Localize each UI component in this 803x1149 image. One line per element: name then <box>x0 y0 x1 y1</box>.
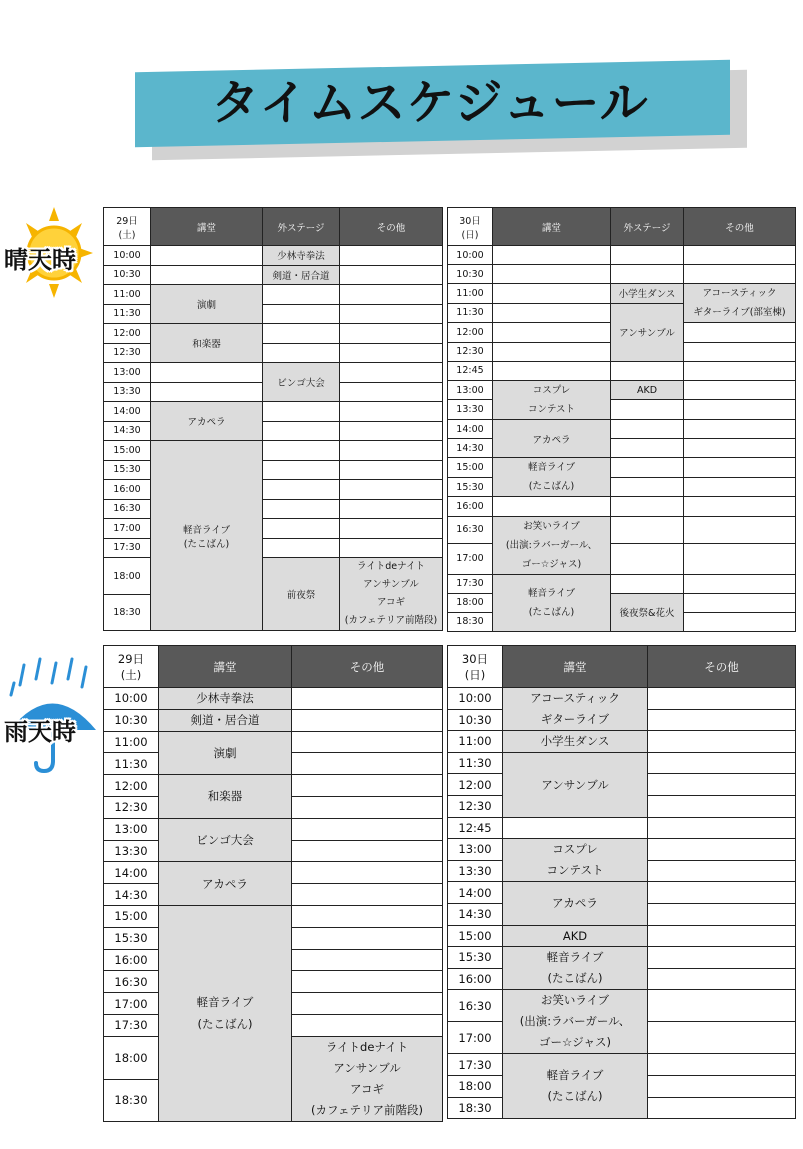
empty-cell <box>611 439 684 458</box>
event-cell: 演劇 <box>151 285 263 324</box>
time-cell: 10:00 <box>448 688 503 710</box>
time-cell: 11:30 <box>104 753 159 775</box>
time-cell: 10:30 <box>448 709 503 731</box>
empty-cell <box>340 538 443 558</box>
empty-cell <box>292 753 443 775</box>
time-cell: 12:45 <box>448 817 503 839</box>
time-cell: 18:00 <box>104 1036 159 1079</box>
time-cell: 16:30 <box>104 499 151 519</box>
empty-cell <box>648 860 796 882</box>
event-cell: アカペラ <box>151 402 263 441</box>
time-cell: 12:00 <box>448 774 503 796</box>
empty-cell <box>263 421 340 441</box>
empty-cell <box>292 971 443 993</box>
time-cell: 16:30 <box>448 516 493 543</box>
empty-cell <box>263 402 340 422</box>
empty-cell <box>263 519 340 539</box>
empty-cell <box>611 574 684 593</box>
column-header-hall: 講堂 <box>493 208 611 246</box>
empty-cell <box>648 839 796 861</box>
empty-cell <box>292 688 443 710</box>
column-header-other: その他 <box>684 208 796 246</box>
empty-cell <box>292 796 443 818</box>
time-cell: 11:30 <box>104 304 151 324</box>
time-cell: 17:00 <box>104 519 151 539</box>
empty-cell <box>611 543 684 574</box>
time-cell: 14:00 <box>448 882 503 904</box>
empty-cell <box>611 516 684 543</box>
empty-cell <box>263 343 340 363</box>
empty-cell <box>648 752 796 774</box>
time-cell: 17:30 <box>448 574 493 593</box>
event-cell: 少林寺拳法 <box>263 246 340 266</box>
time-cell: 13:30 <box>448 860 503 882</box>
column-header-hall: 講堂 <box>159 646 292 688</box>
empty-cell <box>340 499 443 519</box>
time-cell: 10:00 <box>104 246 151 266</box>
event-cell: 軽音ライブ (たこばん) <box>493 458 611 497</box>
empty-cell <box>684 516 796 543</box>
empty-cell <box>292 993 443 1015</box>
time-cell: 15:30 <box>448 477 493 497</box>
time-cell: 14:00 <box>104 402 151 422</box>
empty-cell <box>292 840 443 862</box>
empty-cell <box>648 731 796 753</box>
empty-cell <box>684 323 796 342</box>
empty-cell <box>684 361 796 380</box>
column-header-other: その他 <box>648 646 796 688</box>
empty-cell <box>340 480 443 500</box>
empty-cell <box>493 361 611 380</box>
time-cell: 11:30 <box>448 303 493 323</box>
time-cell: 18:00 <box>104 558 151 595</box>
empty-cell <box>263 480 340 500</box>
empty-cell <box>648 903 796 925</box>
column-header-other: その他 <box>340 208 443 246</box>
empty-cell <box>648 1097 796 1119</box>
time-cell: 15:00 <box>448 925 503 947</box>
empty-cell <box>493 323 611 342</box>
event-cell: ライトdeナイト アンサンブル アコギ (カフェテリア前階段) <box>340 558 443 631</box>
day-header: 29日 (土) <box>104 208 151 246</box>
time-cell: 12:30 <box>104 796 159 818</box>
empty-cell <box>684 400 796 420</box>
time-cell: 14:00 <box>104 862 159 884</box>
event-cell: アカペラ <box>159 862 292 906</box>
time-cell: 12:00 <box>448 323 493 342</box>
empty-cell <box>611 246 684 265</box>
time-cell: 11:00 <box>104 285 151 305</box>
empty-cell <box>493 303 611 323</box>
time-cell: 13:00 <box>104 363 151 383</box>
day-header: 29日 (土) <box>104 646 159 688</box>
time-cell: 16:30 <box>104 971 159 993</box>
event-cell: コスプレ コンテスト <box>503 839 648 882</box>
empty-cell <box>648 817 796 839</box>
event-cell: 軽音ライブ (たこばん) <box>503 947 648 990</box>
empty-cell <box>503 817 648 839</box>
time-cell: 18:30 <box>104 595 151 631</box>
time-cell: 14:30 <box>104 421 151 441</box>
event-cell: アンサンブル <box>611 303 684 361</box>
empty-cell <box>263 285 340 305</box>
time-cell: 13:00 <box>104 818 159 840</box>
event-cell: 軽音ライブ (たこばん) <box>159 905 292 1121</box>
empty-cell <box>611 477 684 497</box>
empty-cell <box>684 477 796 497</box>
time-cell: 14:30 <box>448 903 503 925</box>
empty-cell <box>292 775 443 797</box>
column-header-hall: 講堂 <box>503 646 648 688</box>
empty-cell <box>151 246 263 266</box>
time-cell: 16:00 <box>104 480 151 500</box>
day-header: 30日 (日) <box>448 208 493 246</box>
time-cell: 11:30 <box>448 752 503 774</box>
empty-cell <box>263 460 340 480</box>
empty-cell <box>151 265 263 285</box>
sunny-sat-table <box>103 207 443 631</box>
empty-cell <box>648 709 796 731</box>
empty-cell <box>493 246 611 265</box>
time-cell: 10:00 <box>104 688 159 710</box>
column-header-hall: 講堂 <box>151 208 263 246</box>
time-cell: 12:30 <box>448 342 493 361</box>
empty-cell <box>648 1054 796 1076</box>
time-cell: 14:30 <box>448 439 493 458</box>
empty-cell <box>611 265 684 284</box>
empty-cell <box>292 949 443 971</box>
time-cell: 17:30 <box>104 1014 159 1036</box>
empty-cell <box>340 441 443 461</box>
empty-cell <box>684 246 796 265</box>
empty-cell <box>340 460 443 480</box>
event-cell: 演劇 <box>159 731 292 775</box>
empty-cell <box>292 709 443 731</box>
event-cell: 後夜祭&花火 <box>611 593 684 631</box>
empty-cell <box>292 884 443 906</box>
empty-cell <box>493 497 611 516</box>
empty-cell <box>684 439 796 458</box>
event-cell: 軽音ライブ (たこばん) <box>493 574 611 632</box>
time-cell: 13:00 <box>448 839 503 861</box>
empty-cell <box>263 441 340 461</box>
empty-cell <box>611 361 684 380</box>
time-cell: 13:30 <box>104 382 151 402</box>
time-cell: 11:00 <box>104 731 159 753</box>
event-cell: お笑いライブ (出演:ラバーガール、 ゴー☆ジャス) <box>493 516 611 574</box>
time-cell: 17:00 <box>448 1021 503 1054</box>
time-cell: 12:30 <box>448 795 503 817</box>
empty-cell <box>340 304 443 324</box>
empty-cell <box>340 402 443 422</box>
empty-cell <box>340 265 443 285</box>
time-cell: 13:30 <box>448 400 493 420</box>
empty-cell <box>493 265 611 284</box>
event-cell: 和楽器 <box>151 324 263 363</box>
event-cell: 和楽器 <box>159 775 292 819</box>
title-banner <box>130 58 750 158</box>
empty-cell <box>684 265 796 284</box>
empty-cell <box>648 1021 796 1054</box>
empty-cell <box>684 458 796 478</box>
page-title: タイムスケジュール <box>211 75 649 131</box>
event-cell: コスプレ コンテスト <box>493 380 611 419</box>
empty-cell <box>340 519 443 539</box>
time-cell: 18:00 <box>448 593 493 612</box>
time-cell: 17:30 <box>448 1054 503 1076</box>
empty-cell <box>493 342 611 361</box>
empty-cell <box>340 246 443 266</box>
event-cell: 剣道・居合道 <box>159 709 292 731</box>
empty-cell <box>684 419 796 438</box>
empty-cell <box>611 458 684 478</box>
empty-cell <box>340 285 443 305</box>
event-cell: 小学生ダンス <box>503 731 648 753</box>
empty-cell <box>684 543 796 574</box>
event-cell: アコースティック ギターライブ(部室棟) <box>684 284 796 323</box>
time-cell: 15:00 <box>104 441 151 461</box>
time-cell: 17:00 <box>448 543 493 574</box>
empty-cell <box>611 419 684 438</box>
time-cell: 10:30 <box>104 709 159 731</box>
event-cell: 軽音ライブ (たこばん) <box>503 1054 648 1119</box>
event-cell: 小学生ダンス <box>611 284 684 303</box>
empty-cell <box>684 612 796 631</box>
event-cell: アカペラ <box>493 419 611 457</box>
empty-cell <box>292 862 443 884</box>
empty-cell <box>493 284 611 303</box>
sunny-badge: 晴天時 <box>4 246 76 274</box>
time-cell: 16:00 <box>448 497 493 516</box>
rainy-badge: 雨天時 <box>4 718 76 746</box>
empty-cell <box>292 1014 443 1036</box>
empty-cell <box>340 343 443 363</box>
empty-cell <box>292 905 443 927</box>
empty-cell <box>648 990 796 1021</box>
time-cell: 18:00 <box>448 1075 503 1097</box>
time-cell: 12:30 <box>104 343 151 363</box>
event-cell: ビンゴ大会 <box>159 818 292 862</box>
time-cell: 14:30 <box>104 884 159 906</box>
time-cell: 11:00 <box>448 284 493 303</box>
empty-cell <box>684 380 796 400</box>
empty-cell <box>648 968 796 990</box>
event-cell: お笑いライブ (出演:ラバーガール、 ゴー☆ジャス) <box>503 990 648 1054</box>
time-cell: 15:00 <box>448 458 493 478</box>
time-cell: 10:30 <box>448 265 493 284</box>
empty-cell <box>684 574 796 593</box>
time-cell: 12:00 <box>104 324 151 344</box>
empty-cell <box>611 497 684 516</box>
event-cell: 少林寺拳法 <box>159 688 292 710</box>
empty-cell <box>263 538 340 558</box>
event-cell: アコースティック ギターライブ <box>503 688 648 731</box>
time-cell: 15:30 <box>104 460 151 480</box>
empty-cell <box>340 421 443 441</box>
event-cell: アンサンブル <box>503 752 648 817</box>
empty-cell <box>340 363 443 383</box>
time-cell: 17:30 <box>104 538 151 558</box>
empty-cell <box>611 400 684 420</box>
event-cell: AKD <box>611 380 684 400</box>
empty-cell <box>263 304 340 324</box>
event-cell: 軽音ライブ (たこばん) <box>151 441 263 631</box>
empty-cell <box>292 818 443 840</box>
column-header-outdoor: 外ステージ <box>611 208 684 246</box>
event-cell: 前夜祭 <box>263 558 340 631</box>
empty-cell <box>151 382 263 402</box>
empty-cell <box>263 499 340 519</box>
time-cell: 15:00 <box>104 905 159 927</box>
column-header-outdoor: 外ステージ <box>263 208 340 246</box>
day-header: 30日 (日) <box>448 646 503 688</box>
empty-cell <box>648 795 796 817</box>
empty-cell <box>684 593 796 612</box>
empty-cell <box>648 1075 796 1097</box>
rainy-sat-table <box>103 645 443 1122</box>
time-cell: 12:45 <box>448 361 493 380</box>
time-cell: 11:00 <box>448 731 503 753</box>
rainy-sun-table <box>447 645 796 1119</box>
empty-cell <box>684 497 796 516</box>
time-cell: 16:00 <box>104 949 159 971</box>
empty-cell <box>648 688 796 710</box>
column-header-other: その他 <box>292 646 443 688</box>
event-cell: アカペラ <box>503 882 648 925</box>
time-cell: 15:30 <box>104 927 159 949</box>
empty-cell <box>263 324 340 344</box>
event-cell: 剣道・居合道 <box>263 265 340 285</box>
time-cell: 12:00 <box>104 775 159 797</box>
time-cell: 18:30 <box>104 1079 159 1121</box>
time-cell: 18:30 <box>448 1097 503 1119</box>
empty-cell <box>340 324 443 344</box>
time-cell: 13:00 <box>448 380 493 400</box>
event-cell: AKD <box>503 925 648 947</box>
sunny-sun-table <box>447 207 796 632</box>
empty-cell <box>648 925 796 947</box>
empty-cell <box>340 382 443 402</box>
empty-cell <box>684 342 796 361</box>
empty-cell <box>648 882 796 904</box>
time-cell: 17:00 <box>104 993 159 1015</box>
time-cell: 10:00 <box>448 246 493 265</box>
empty-cell <box>151 363 263 383</box>
time-cell: 16:00 <box>448 968 503 990</box>
time-cell: 16:30 <box>448 990 503 1021</box>
time-cell: 14:00 <box>448 419 493 438</box>
event-cell: ライトdeナイト アンサンブル アコギ (カフェテリア前階段) <box>292 1036 443 1121</box>
empty-cell <box>648 774 796 796</box>
empty-cell <box>292 731 443 753</box>
empty-cell <box>648 947 796 969</box>
time-cell: 18:30 <box>448 612 493 631</box>
time-cell: 10:30 <box>104 265 151 285</box>
time-cell: 13:30 <box>104 840 159 862</box>
event-cell: ビンゴ大会 <box>263 363 340 402</box>
empty-cell <box>292 927 443 949</box>
time-cell: 15:30 <box>448 947 503 969</box>
